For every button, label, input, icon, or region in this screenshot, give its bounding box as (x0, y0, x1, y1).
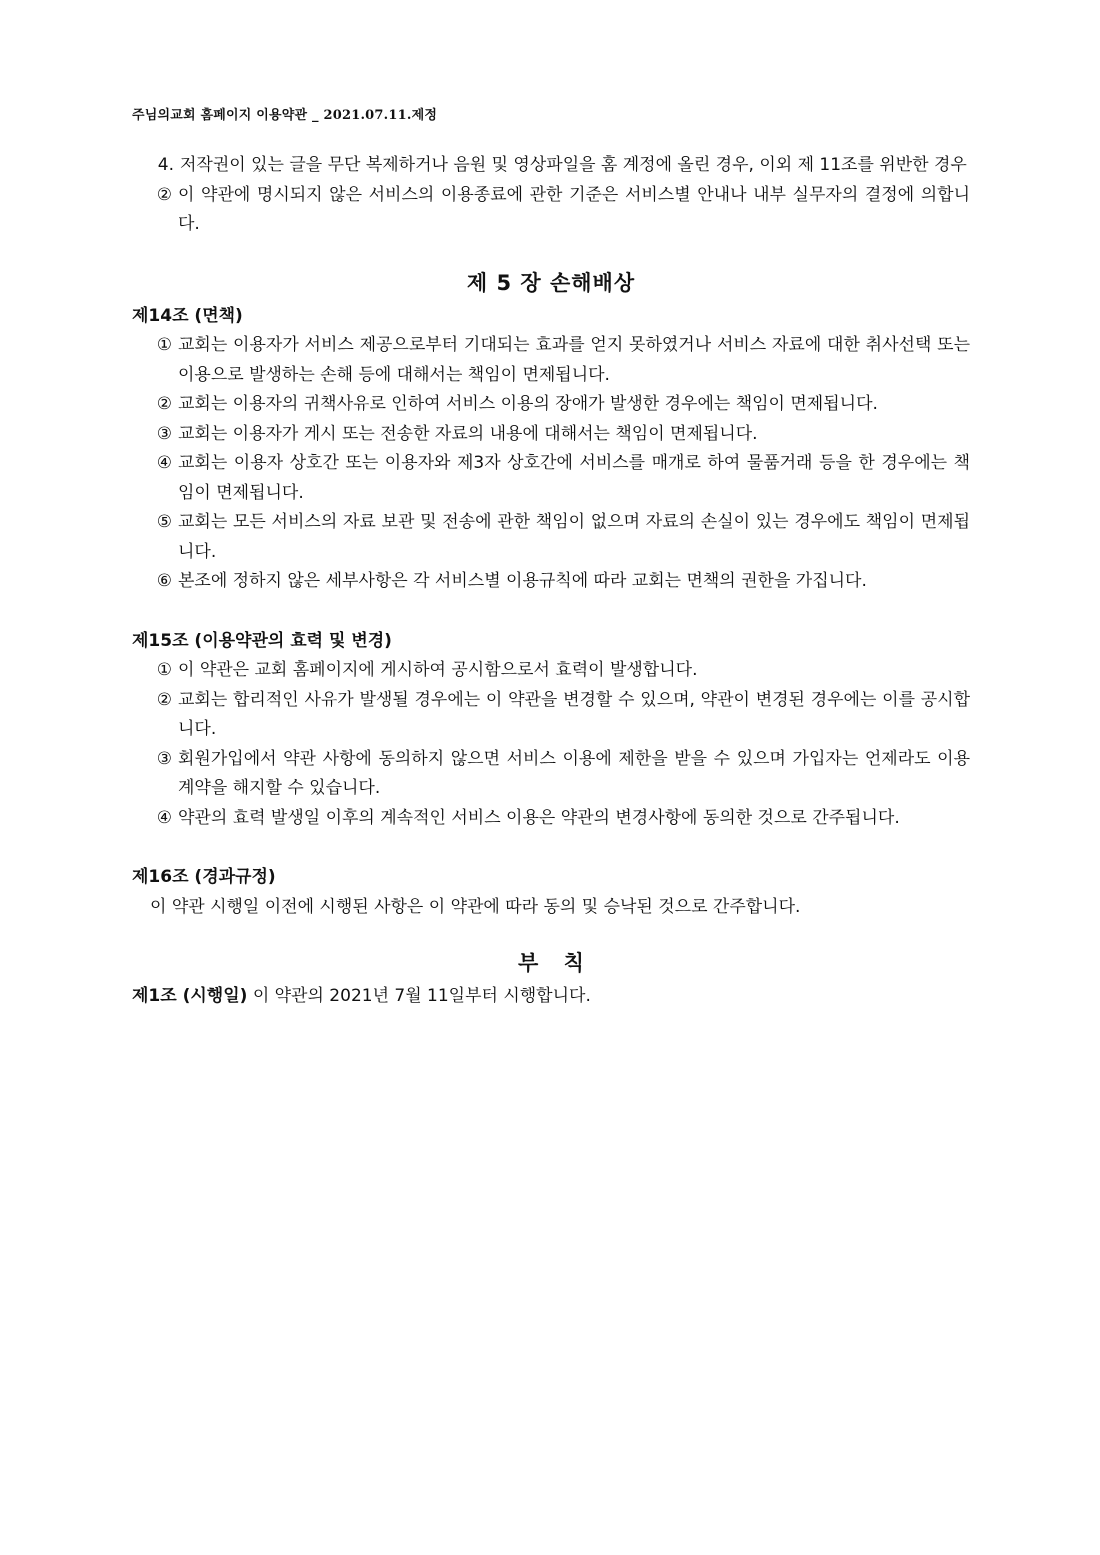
article-15-clause (132, 745, 970, 804)
article-15-clause (132, 686, 970, 745)
list-item-text: 저작권이 있는 글을 무단 복제하거나 음원 및 영상파일을 홈 계정에 올린 경우, 이외 제 11조를 위반한 경우 (180, 155, 967, 175)
clause-number: ② (156, 184, 172, 205)
article-14-clause (132, 508, 970, 567)
chapter-title: 제 5 장 손해배상 (466, 270, 636, 295)
clause-number: ⑥ (156, 571, 172, 591)
article-15-clause (132, 804, 970, 834)
document-header: 주님의교회 홈페이지 이용약관 _ 2021.07.11.제정 (132, 108, 438, 123)
article-16-text: 이 약관 시행일 이전에 시행된 사항은 이 약관에 따라 동의 및 승낙된 것으로 간주합니다. (150, 896, 801, 917)
article-15-title: 제15조 (이용약관의 효력 및 변경) (132, 630, 392, 651)
article-14-clause (132, 331, 970, 390)
article-14-clause (132, 449, 970, 508)
clause-number: ④ (156, 453, 172, 473)
list-item-4 (132, 151, 970, 181)
article-15-clause (132, 656, 970, 686)
appendix-article-label: 제1조 (시행일) (132, 986, 248, 1006)
appendix-article-text: 이 약관의 2021년 7월 11일부터 시행합니다. (252, 986, 591, 1006)
clause-text: 본조에 정하지 않은 세부사항은 각 서비스별 이용규칙에 따라 교회는 면책의 권한을 가집니다. (178, 571, 867, 591)
clause-text: 이 약관에 명시되지 않은 서비스의 이용종료에 관한 기준은 서비스별 안내나 내부 실무자의 결정에 의합니다. (178, 184, 970, 234)
clause-number: ② (156, 394, 172, 414)
list-item-number: 4. (157, 155, 174, 175)
clause-text: 회원가입에서 약관 사항에 동의하지 않으면 서비스 이용에 제한을 받을 수 있으며 가입자는 언제라도 이용계약을 해지할 수 있습니다. (178, 748, 970, 798)
appendix-title: 부 칙 (518, 951, 584, 975)
clause-number: ① (156, 335, 172, 355)
section-spacer (132, 597, 970, 627)
article-14-title: 제14조 (면책) (132, 305, 243, 326)
clause-2 (132, 181, 970, 240)
clause-text: 교회는 이용자가 게시 또는 전송한 자료의 내용에 대해서는 책임이 면제됩니다. (178, 423, 758, 444)
clause-number: ④ (156, 807, 172, 828)
clause-number: ③ (156, 423, 172, 444)
clause-text: 교회는 합리적인 사유가 발생될 경우에는 이 약관을 변경할 수 있으며, 약관이 변경된 경우에는 이를 공시합니다. (178, 689, 970, 739)
clause-text: 약관의 효력 발생일 이후의 계속적인 서비스 이용은 약관의 변경사항에 동의한 것으로 간주됩니다. (178, 807, 900, 828)
article-14-clause (132, 390, 970, 420)
clause-number: ⑤ (156, 512, 172, 532)
article-16-title: 제16조 (경과규정) (132, 867, 276, 887)
clause-text: 교회는 이용자 상호간 또는 이용자와 제3자 상호간에 서비스를 매개로 하여 물품거래 등을 한 경우에는 책임이 면제됩니다. (178, 453, 970, 503)
clause-number: ① (156, 660, 172, 680)
clause-number: ③ (156, 748, 172, 769)
section-spacer (132, 833, 970, 863)
article-14-clause (132, 567, 970, 597)
article-14-clause (132, 420, 970, 450)
clause-text: 교회는 이용자의 귀책사유로 인하여 서비스 이용의 장애가 발생한 경우에는 책임이 면제됩니다. (178, 394, 878, 414)
appendix-article-1 (132, 982, 970, 1012)
document-body (132, 151, 970, 1012)
clause-text: 교회는 이용자가 서비스 제공으로부터 기대되는 효과를 얻지 못하였거나 서비스 자료에 대한 취사선택 또는 이용으로 발생하는 손해 등에 대해서는 책임이 면제됩니다. (178, 335, 970, 385)
clause-number: ② (156, 689, 172, 710)
clause-text: 이 약관은 교회 홈페이지에 게시하여 공시함으로서 효력이 발생합니다. (178, 660, 698, 680)
clause-text: 교회는 모든 서비스의 자료 보관 및 전송에 관한 책임이 없으며 자료의 손실이 있는 경우에도 책임이 면제됩니다. (178, 512, 970, 562)
